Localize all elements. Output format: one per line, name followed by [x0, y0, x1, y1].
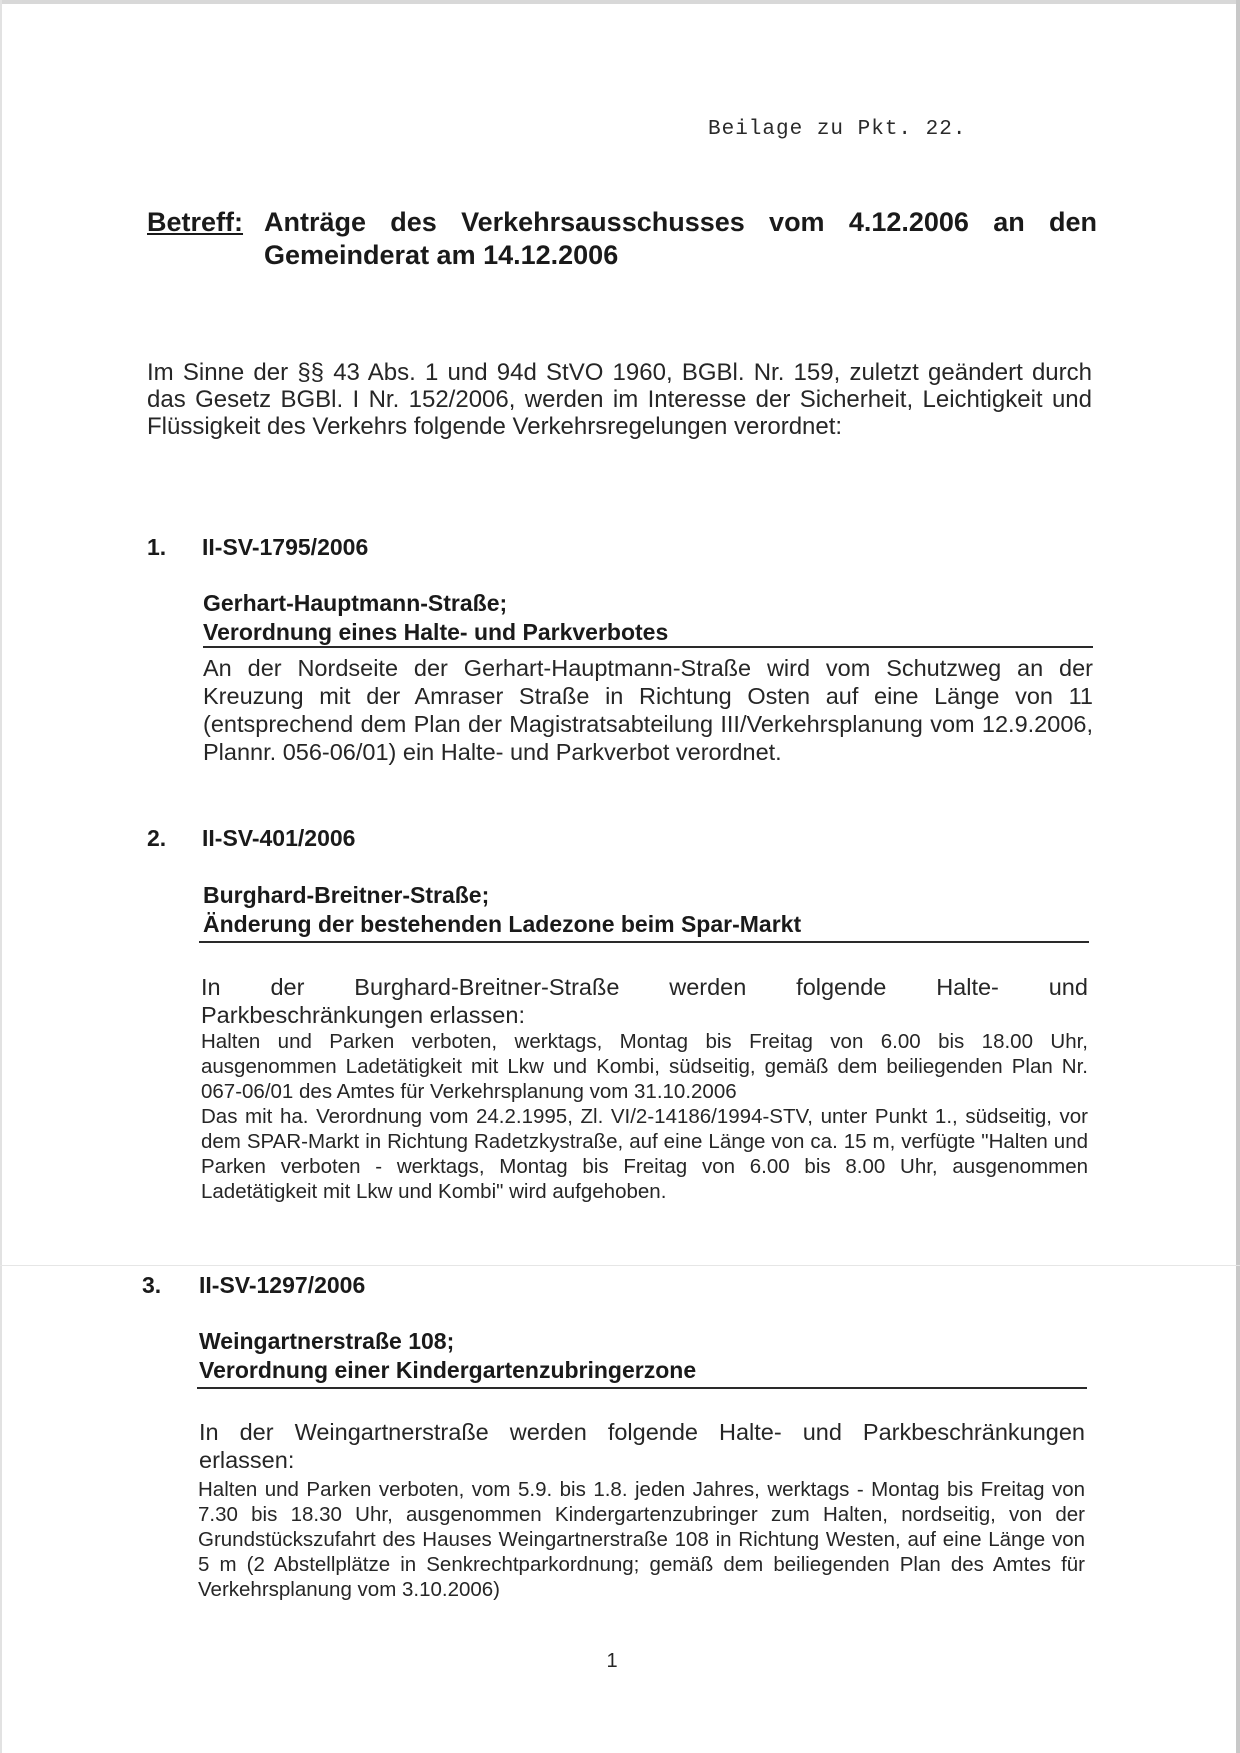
item-code: II-SV-1795/2006	[202, 534, 369, 560]
item-title	[203, 881, 801, 939]
item-detail-2: Das mit ha. Verordnung vom 24.2.1995, Zl. VI/2-14186/1994-STV, unter Punkt 1., südseitig, vor dem SPAR-Markt in Richtung Radetzkystraße, auf eine Länge von ca. 15 m, verfügte "Halten und Parken verboten - werktags, Montag bis Freitag von 6.00 bis 8.00 Uhr, ausgenommen Ladetätigkeit mit Lkw und Kombi" wird aufgehoben.	[201, 1105, 1088, 1203]
item-title-line1: Burghard-Breitner-Straße;	[203, 882, 490, 908]
item-number: 2.	[147, 825, 167, 851]
item-number: 3.	[142, 1272, 162, 1298]
scan-artifact-line	[0, 1265, 1240, 1266]
item-body: An der Nordseite der Gerhart-Hauptmann-Straße wird vom Schutzweg an der Kreuzung mit der Amraser Straße in Richtung Osten auf eine Länge von 11 (entsprechend dem Plan der Magistratsabteilung III/Verkehrsplanung vom 12.9.2006, Plannr. 056-06/01) ein Halte- und Parkverbot verordnet.	[203, 655, 1093, 765]
item-number: 1.	[147, 534, 167, 560]
subject-label: Betreff:	[147, 207, 244, 237]
item-title	[199, 1327, 696, 1385]
item-detail: Halten und Parken verboten, vom 5.9. bis 1.8. jeden Jahres, werktags - Montag bis Freitag von 7.30 bis 18.30 Uhr, ausgenommen Kindergartenzubringer zum Halten, nordseitig, von der Grundstückszufahrt des Hauses Weingartnerstraße 108 in Richtung Westen, auf eine Länge von 5 m (2 Abstellplätze in Senkrechtparkordnung; gemäß dem beiliegenden Plan des Amtes für Verkehrsplanung vom 3.10.2006)	[198, 1478, 1085, 1601]
page-number: 1	[606, 1650, 618, 1672]
item-title-line2: Verordnung eines Halte- und Parkverbotes	[203, 619, 669, 645]
item-code: II-SV-401/2006	[202, 825, 356, 851]
intro-paragraph: Im Sinne der §§ 43 Abs. 1 und 94d StVO 1960, BGBl. Nr. 159, zuletzt geändert durch das Gesetz BGBl. I Nr. 152/2006, werden im Interesse der Sicherheit, Leichtigkeit und Flüssigkeit des Verkehrs folgende Verkehrsregelungen verordnet:	[147, 359, 1092, 440]
item-title-line1: Weingartnerstraße 108;	[199, 1328, 455, 1354]
subject-text: Anträge des Verkehrsausschusses vom 4.12.2006 an den Gemeinderat am 14.12.2006	[264, 207, 1097, 270]
item-detail: Halten und Parken verboten, werktags, Montag bis Freitag von 6.00 bis 18.00 Uhr, ausgenommen Ladetätigkeit mit Lkw und Kombi, südseitig, gemäß dem beiliegenden Plan Nr. 067-06/01 des Amtes für Verkehrsplanung vom 31.10.2006	[201, 1030, 1088, 1103]
item-lead-line1: In der Burghard-Breitner-Straße werden folgende Halte- und	[201, 974, 1088, 1000]
item-title	[203, 589, 668, 647]
item-title-line2: Änderung der bestehenden Ladezone beim Spar-Markt	[203, 911, 802, 937]
item-code: II-SV-1297/2006	[199, 1272, 366, 1298]
item-lead-line2: Parkbeschränkungen erlassen:	[201, 1002, 525, 1028]
attachment-note: Beilage zu Pkt. 22.	[708, 118, 967, 141]
item-title-rule	[199, 941, 1089, 943]
item-title-line2: Verordnung einer Kindergartenzubringerzone	[199, 1357, 697, 1383]
item-lead	[201, 973, 1088, 1029]
item-title-rule	[197, 1387, 1087, 1389]
item-title-line1: Gerhart-Hauptmann-Straße;	[203, 590, 508, 616]
scan-edge-top	[0, 0, 1240, 4]
scan-edge-right	[1236, 0, 1240, 1753]
scan-edge-left	[0, 0, 2, 1753]
item-title-rule	[203, 646, 1093, 648]
item-lead: In der Weingartnerstraße werden folgende Halte- und Parkbeschränkungen erlassen:	[199, 1419, 1085, 1473]
